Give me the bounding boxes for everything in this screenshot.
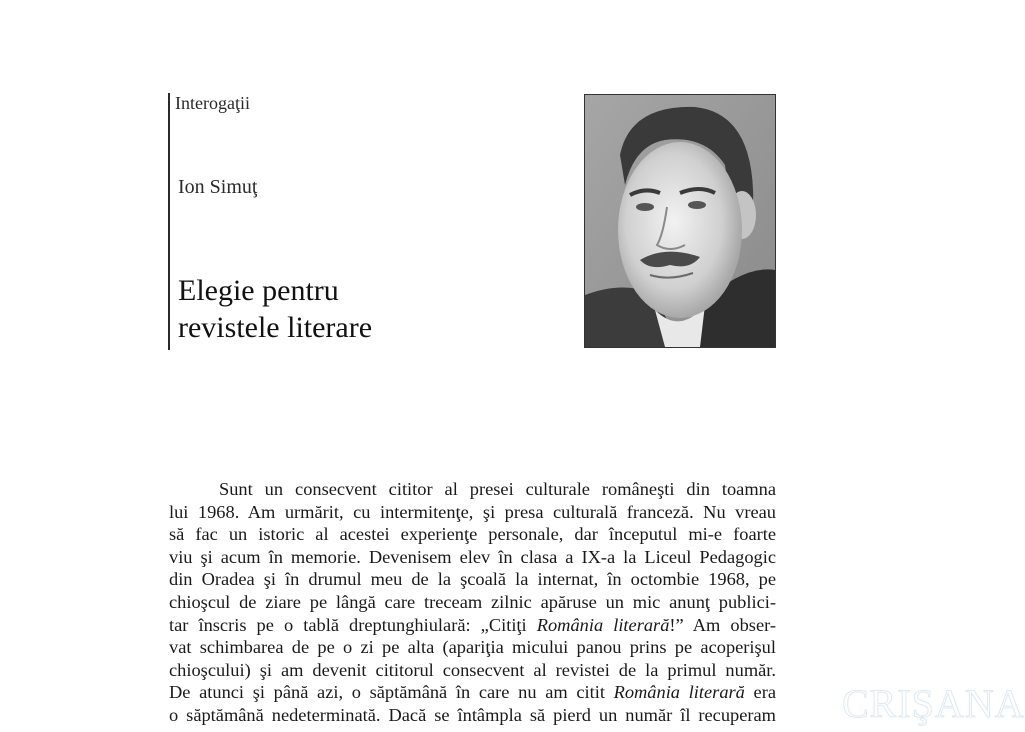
header-rule: [168, 93, 170, 350]
body-text: tar înscris pe o tablă dreptunghiulară: „Citiţi: [169, 614, 537, 635]
body-text: lui 1968. Am urmărit, cu intermitenţe, şi presa culturală franceză. Nu vreau: [169, 501, 776, 522]
body-text: Sunt un consecvent cititor al presei culturale româneşti din toamna: [219, 479, 776, 499]
title-line-2: revistele literare: [178, 311, 373, 344]
body-text: !” Am obser-: [669, 614, 777, 635]
body-text: să fac un istoric al acestei experienţe personale, dar începutul mi-e foarte: [169, 524, 776, 545]
italic-title: România literară: [536, 614, 670, 635]
body-text: viu şi acum în memorie. Devenisem elev în clasa a IX-a la Liceul Pedagogic: [169, 546, 776, 567]
author-name: Ion Simuţ: [178, 176, 258, 198]
watermark-logo: CRIŞANA: [842, 681, 1025, 726]
body-line: [169, 659, 776, 682]
body-line: [169, 591, 776, 614]
body-line: [169, 636, 776, 659]
body-text: din Oradea şi în drumul meu de la şcoală la internat, în octombie 1968, pe: [169, 569, 776, 590]
body-line: [169, 614, 776, 637]
body-line: [169, 568, 776, 591]
article-title: [178, 272, 372, 346]
body-line: [169, 681, 776, 704]
body-text: De atunci şi până azi, o săptămână în care nu am citit: [169, 682, 614, 703]
body-line: [169, 478, 776, 501]
body-line: [169, 523, 776, 546]
body-text: chioşcul de ziare pe lângă care treceam zilnic apăruse un mic anunţ publici-: [169, 591, 776, 612]
body-line: [169, 546, 776, 569]
author-portrait-photo: [584, 94, 776, 348]
body-text: o săptămână nedeterminată. Dacă se întâmpla să pierd un număr îl recuperam: [169, 704, 776, 725]
section-label: Interogaţii: [175, 93, 250, 113]
body-line: [169, 704, 776, 727]
italic-title: România literară: [613, 682, 745, 703]
body-text: era: [744, 682, 776, 703]
article-body: [169, 478, 776, 727]
body-text: vat schimbarea de pe o zi pe alta (apariţia micului panou prins pe acoperişul: [169, 637, 776, 658]
portrait-icon: [585, 95, 775, 347]
body-text: chioşcului) şi am devenit cititorul consecvent al revistei de la primul număr.: [169, 659, 776, 680]
body-line: [169, 501, 776, 524]
title-line-1: Elegie pentru: [178, 274, 339, 307]
